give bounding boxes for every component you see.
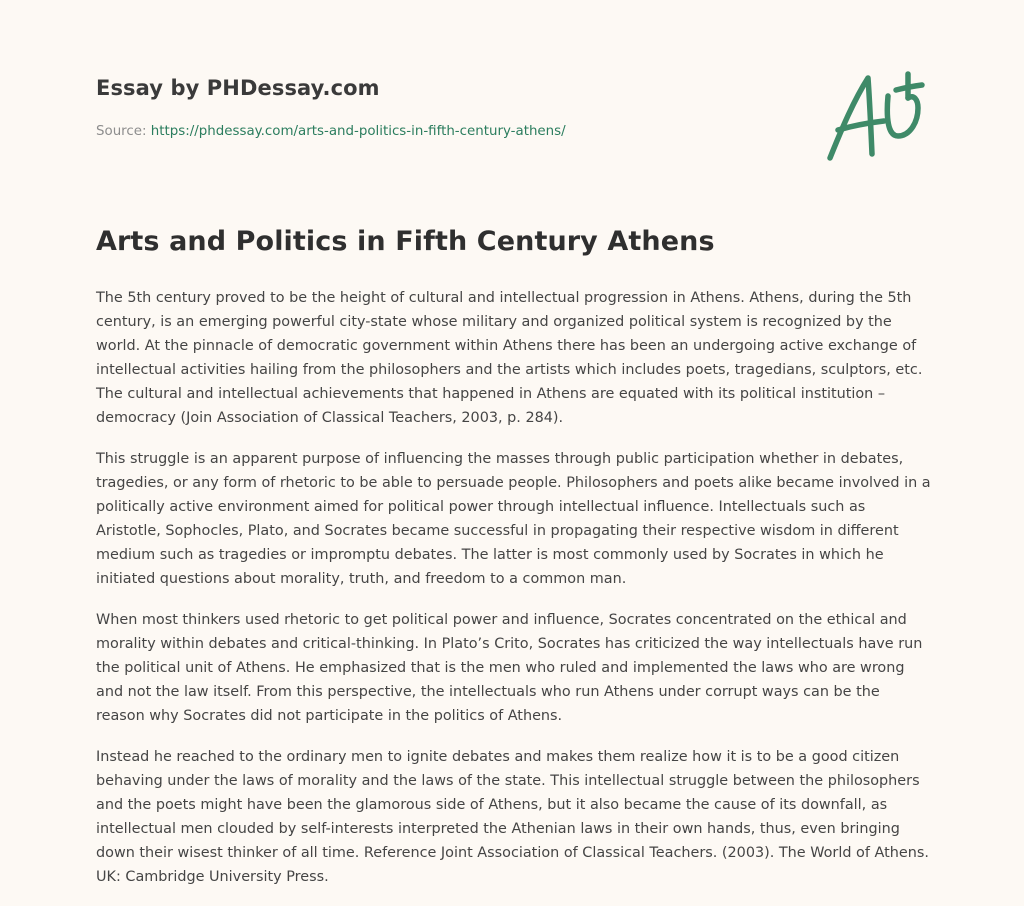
essay-title: Arts and Politics in Fifth Century Athens [96, 226, 715, 257]
essay-body [96, 286, 931, 906]
paragraph-2: This struggle is an apparent purpose of influencing the masses through public participation whether in debates, tragedies, or any form of rhetoric to be able to persuade people. Philosophers and poets alike became involved in a politically active environment aimed for political power through intellectual influence. Intellectuals such as Aristotle, Sophocles, Plato, and Socrates became successful in propagating their respective wisdom in different medium such as tragedies or impromptu debates. The latter is most commonly used by Socrates in which he initiated questions about morality, truth, and freedom to a common man. [96, 451, 931, 587]
site-brand: Essay by PHDessay.com [96, 76, 380, 100]
source-line [96, 124, 566, 139]
a-plus-logo-icon [822, 66, 932, 166]
page-header [96, 76, 796, 139]
source-label: Source: [96, 124, 147, 139]
paragraph-4: Instead he reached to the ordinary men to ignite debates and makes them realize how it is to be a good citizen behaving under the laws of morality and the laws of the state. This intellectual struggle between the philosophers and the poets might have been the glamorous side of Athens, but it also became the cause of its downfall, as intellectual men clouded by self-interests interpreted the Athenian laws in their own hands, thus, even bringing down their wisest thinker of all time. Reference Joint Association of Classical Teachers. (2003). The World of Athens. UK: Cambridge University Press. [96, 749, 929, 885]
paragraph-3: When most thinkers used rhetoric to get political power and influence, Socrates concentrated on the ethical and morality within debates and critical-thinking. In Plato’s Crito, Socrates has criticized the way intellectuals have run the political unit of Athens. He emphasized that is the men who ruled and implemented the laws who are wrong and not the law itself. From this perspective, the intellectuals who run Athens under corrupt ways can be the reason why Socrates did not participate in the politics of Athens. [96, 612, 923, 724]
paragraph-1: The 5th century proved to be the height of cultural and intellectual progression in Athens. Athens, during the 5th century, is an emerging powerful city-state whose military and organized political system is recognized by the world. At the pinnacle of democratic government within Athens there has been an undergoing active exchange of intellectual activities hailing from the philosophers and the artists which includes poets, tragedians, sculptors, etc. The cultural and intellectual achievements that happened in Athens are equated with its political institution – democracy (Join Association of Classical Teachers, 2003, p. 284). [96, 290, 923, 426]
source-link[interactable]: https://phdessay.com/arts-and-politics-in-fifth-century-athens/ [150, 124, 566, 139]
